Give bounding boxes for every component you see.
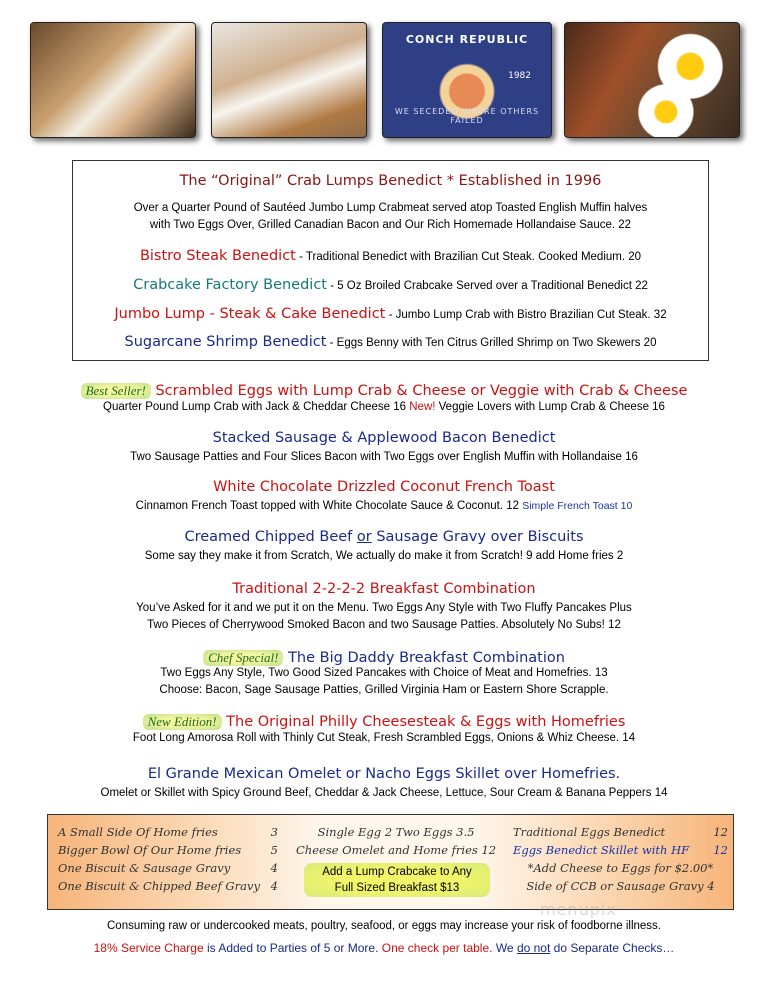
jumbo-benedict-name: Jumbo Lump - Steak & Cake Benedict — [114, 306, 386, 322]
conch-republic-shrimp-photo — [382, 22, 552, 138]
french-toast-desc-row — [0, 500, 768, 512]
big-daddy-title-row — [0, 647, 768, 666]
chef-special-tag: Chef Special! — [203, 650, 283, 666]
french-toast-desc: Cinnamon French Toast topped with White Chocolate Sauce & Coconut. 12 — [135, 500, 523, 512]
chipped-beef-title-b: Sausage Gravy over Biscuits — [371, 529, 584, 545]
seal-top-text: CONCH REPUBLIC — [405, 33, 529, 46]
chipped-beef-title-a: Creamed Chipped Beef — [184, 529, 357, 545]
stacked-desc: Two Sausage Patties and Four Slices Bacon with Two Eggs over English Muffin with Hollandaise 16 — [130, 451, 638, 463]
side-item: *Add Cheese to Eggs for $2.00* — [527, 861, 714, 875]
bistro-benedict-desc: - Traditional Benedict with Brazilian Cut Steak. Cooked Medium. 20 — [295, 251, 642, 263]
service-charge-b: is Added to Parties of 5 or More. — [203, 941, 382, 955]
lump-offer-line-1: Add a Lump Crabcake to Any — [322, 866, 472, 878]
sides-column-3 — [513, 823, 728, 895]
el-grande-desc: Omelet or Skillet with Spicy Ground Beef, Cheddar & Jack Cheese, Lettuce, Sour Cream & Banana Peppers 14 — [100, 787, 668, 799]
scrambled-desc-row — [0, 401, 768, 413]
scrambled-title: Scrambled Eggs with Lump Crab & Cheese or Veggie with Crab & Cheese — [150, 383, 688, 399]
big-daddy-title: The Big Daddy Breakfast Combination — [283, 650, 565, 666]
lump-offer-line-2: Full Sized Breakfast $13 — [334, 882, 460, 894]
scrambled-title-row — [0, 380, 768, 399]
service-charge-a: 18% Service Charge — [93, 941, 204, 955]
sides-column-2 — [296, 823, 496, 859]
eggs-bacon-photo — [564, 22, 740, 138]
crabcake-benedict-name: Crabcake Factory Benedict — [133, 277, 327, 293]
side-item: One Biscuit & Chipped Beef Gravy 4 — [58, 879, 278, 893]
side-item: Bigger Bowl Of Our Home fries 5 — [58, 843, 278, 857]
service-charge-e: do not — [516, 941, 551, 955]
best-seller-tag: Best Seller! — [81, 383, 151, 399]
side-item: Side of CCB or Sausage Gravy 4 — [526, 879, 715, 893]
service-charge-c: One check per table. — [381, 941, 493, 955]
sugarcane-benedict — [73, 331, 708, 350]
service-charge-f: do Separate Checks… — [550, 941, 675, 955]
jumbo-benedict — [73, 303, 708, 322]
combo-2222-desc-1: You’ve Asked for it and we put it on the Menu. Two Eggs Any Style with Two Fluffy Pancakes Plus — [136, 602, 632, 614]
side-item: A Small Side Of Home fries 3 — [58, 825, 278, 839]
big-daddy-desc-2: Choose: Bacon, Sage Sausage Patties, Grilled Virginia Ham or Eastern Shore Scrapple. — [159, 684, 609, 696]
foodborne-warning: Consuming raw or undercooked meats, poultry, seafood, or eggs may increase your risk of foodborne illness. — [107, 920, 661, 932]
scrambled-desc-2: Veggie Lovers with Lump Crab & Cheese 16 — [435, 401, 665, 413]
new-edition-tag: New Edition! — [143, 714, 222, 730]
chipped-beef-title — [0, 529, 768, 545]
seal-bottom-text: WE SECEDED WHERE OTHERS FAILED — [394, 107, 540, 125]
crabcake-benedict-desc: - 5 Oz Broiled Crabcake Served over a Traditional Benedict 22 — [327, 280, 648, 292]
original-benedict-title: The “Original” Crab Lumps Benedict * Established in 1996 — [179, 173, 602, 189]
french-toast-title: White Chocolate Drizzled Coconut French Toast — [213, 479, 555, 495]
service-charge-d: We — [492, 941, 517, 955]
french-toast-photo — [211, 22, 367, 138]
side-item: One Biscuit & Sausage Gravy 4 — [58, 861, 278, 875]
big-daddy-desc-1: Two Eggs Any Style, Two Good Sized Pancakes with Choice of Meat and Homefries. 13 — [160, 667, 608, 679]
lump-crabcake-offer — [304, 863, 490, 897]
stacked-title: Stacked Sausage & Applewood Bacon Benedict — [212, 430, 556, 446]
sugarcane-benedict-name: Sugarcane Shrimp Benedict — [124, 334, 327, 350]
original-benedict-desc-1: Over a Quarter Pound of Sautéed Jumbo Lump Crabmeat served atop Toasted English Muffin halves — [133, 202, 648, 214]
jumbo-benedict-desc: - Jumbo Lump Crab with Bistro Brazilian Cut Steak. 32 — [385, 309, 667, 321]
crabcake-benedict — [73, 274, 708, 293]
chipped-beef-desc: Some say they make it from Scratch, We actually do make it from Scratch! 9 add Home fries 2 — [144, 550, 624, 562]
sides-column-1 — [58, 823, 278, 895]
original-benedict-desc-2: with Two Eggs Over, Grilled Canadian Bacon and Our Rich Homemade Hollandaise Sauce. 22 — [149, 219, 632, 231]
watermark: menupix — [540, 900, 617, 919]
philly-desc: Foot Long Amorosa Roll with Thinly Cut Steak, Fresh Scrambled Eggs, Onions & Whiz Cheese. 14 — [132, 732, 636, 744]
sugarcane-benedict-desc: - Eggs Benny with Ten Citrus Grilled Shrimp on Two Skewers 20 — [326, 337, 657, 349]
crab-dish-photo — [30, 22, 196, 138]
combo-2222-desc-2: Two Pieces of Cherrywood Smoked Bacon and two Sausage Patties. Absolutely No Subs! 12 — [147, 619, 621, 631]
side-item: Cheese Omelet and Home fries 12 — [296, 843, 497, 857]
side-item: Traditional Eggs Benedict 12 — [513, 825, 728, 839]
benedict-box — [72, 160, 709, 361]
chipped-beef-title-or: or — [356, 529, 372, 545]
bistro-benedict-name: Bistro Steak Benedict — [139, 248, 296, 264]
new-tag: New! — [409, 401, 436, 413]
sides-box — [47, 814, 734, 910]
scrambled-desc: Quarter Pound Lump Crab with Jack & Cheddar Cheese 16 — [103, 401, 410, 413]
service-charge-note — [0, 941, 768, 955]
philly-title-row — [0, 711, 768, 730]
bistro-benedict — [73, 245, 708, 264]
side-item: Single Egg 2 Two Eggs 3.5 — [317, 825, 475, 839]
side-item: Eggs Benedict Skillet with HF 12 — [513, 843, 728, 857]
photo-strip — [30, 22, 740, 140]
simple-french-toast: Simple French Toast 10 — [522, 500, 633, 512]
seal-year-text: 1982 — [508, 71, 531, 81]
el-grande-title: El Grande Mexican Omelet or Nacho Eggs Skillet over Homefries. — [147, 766, 621, 782]
combo-2222-title: Traditional 2-2-2-2 Breakfast Combination — [232, 581, 536, 597]
philly-title: The Original Philly Cheesesteak & Eggs with Homefries — [221, 714, 626, 730]
